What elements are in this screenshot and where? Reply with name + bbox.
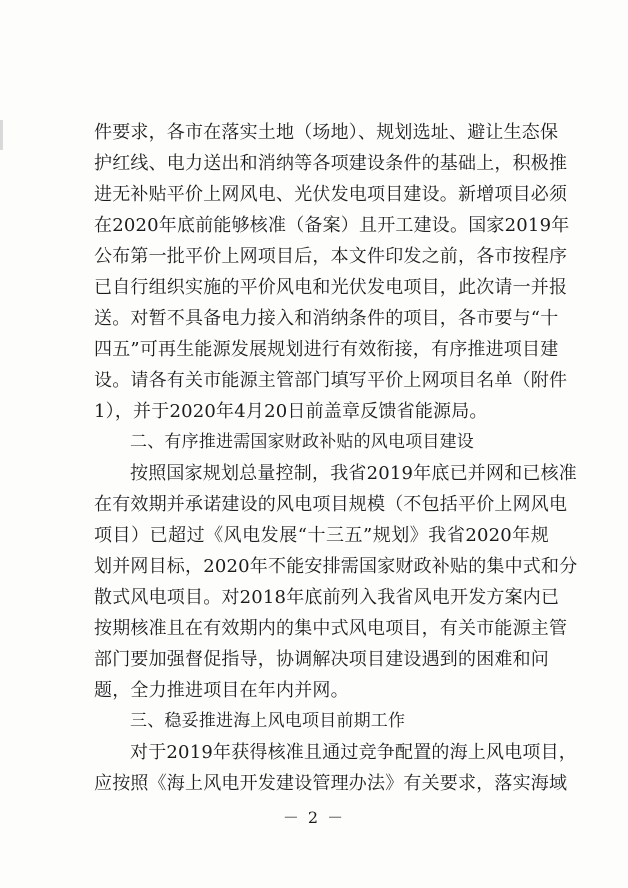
text-line: 在2020年底前能够核准（备案）且开工建设。国家2019年 [94, 215, 570, 236]
text-line: 四五”可再生能源发展规划进行有效衔接，有序推进项目建 [94, 339, 559, 360]
text-line: 对于2019年获得核准且通过竞争配置的海上风电项目， [130, 742, 578, 763]
text-line: 进无补贴平价上网风电、光伏发电项目建设。新增项目必须 [94, 184, 568, 205]
text-line: 送。对暂不具备电力接入和消纳条件的项目，各市要与“十 [94, 308, 559, 329]
section-heading-3: 三、稳妥推进海上风电项目前期工作 [130, 711, 406, 731]
text-line: 项目）已超过《风电发展“十三五”规划》我省2020年规 [94, 525, 549, 546]
text-line: 设。请各有关市能源主管部门填写平价上网项目名单（附件 [94, 370, 568, 391]
text-line: 按期核准且在有效期内的集中式风电项目，有关市能源主管 [94, 618, 568, 639]
text-line: 1），并于2020年4月20日前盖章反馈省能源局。 [94, 401, 488, 422]
text-line: 护红线、电力送出和消纳等各项建设条件的基础上，积极推 [94, 153, 568, 174]
text-line: 公布第一批平价上网项目后，本文件印发之前，各市按程序 [94, 246, 568, 267]
text-line: 已自行组织实施的平价风电和光伏发电项目，此次请一并报 [94, 277, 568, 298]
text-line: 按照国家规划总量控制，我省2019年底已并网和已核准 [130, 463, 578, 484]
text-line: 散式风电项目。对2018年底前列入我省风电开发方案内已 [94, 587, 560, 608]
document-body [94, 117, 578, 799]
text-line: 部门要加强督促指导，协调解决项目建设遇到的困难和问 [94, 649, 549, 670]
text-line: 件要求，各市在落实土地（场地）、规划选址、避让生态保 [94, 122, 559, 143]
scan-edge-mark [0, 120, 3, 150]
text-line: 在有效期并承诺建设的风电项目规模（不包括平价上网风电 [94, 494, 568, 515]
section-heading-2: 二、有序推进需国家财政补贴的风电项目建设 [130, 432, 474, 452]
text-line: 划并网目标，2020年不能安排需国家财政补贴的集中式和分 [94, 556, 578, 577]
page-number: － 2 － [282, 808, 346, 827]
text-line: 应按照《海上风电开发建设管理办法》有关要求，落实海域 [94, 773, 568, 794]
text-line: 题，全力推进项目在年内并网。 [94, 680, 349, 701]
